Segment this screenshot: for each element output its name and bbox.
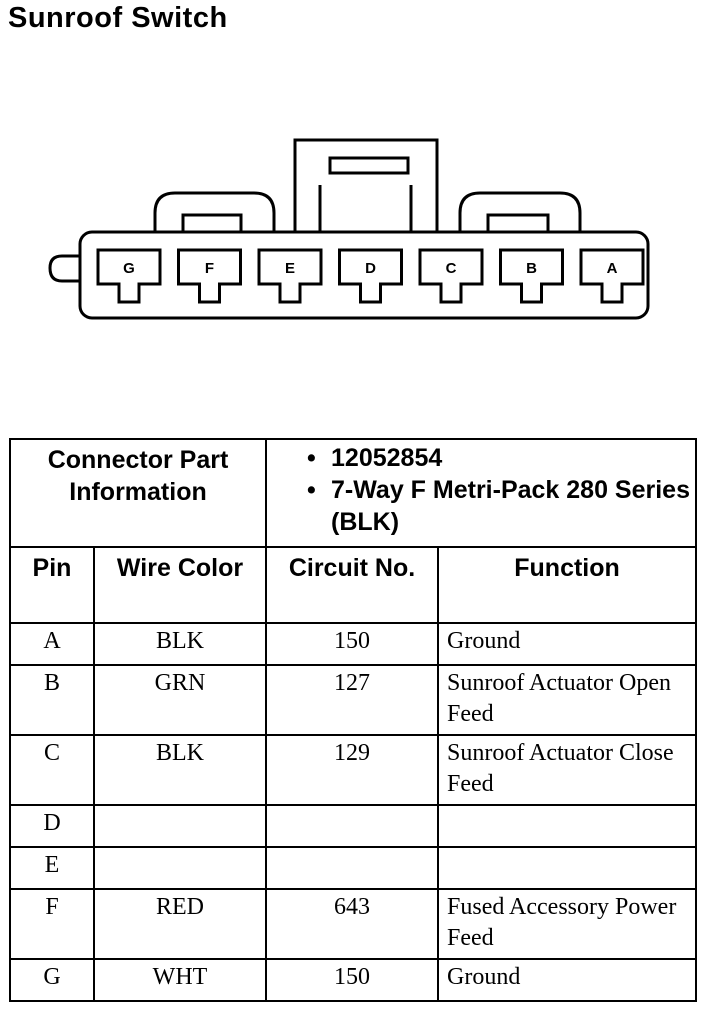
cavity-label: E [284,260,296,277]
pin-cell: G [10,959,94,1001]
column-header-circuit: Circuit No. [266,547,438,623]
wire-color-cell [94,847,266,889]
table-row [10,959,696,1001]
connector-info-label: Connector Part Information [10,439,266,547]
cavity-e [259,250,321,302]
wire-color-cell: BLK [94,623,266,665]
cavity-c [420,250,482,302]
table-row [10,847,696,889]
cavity-a [581,250,643,302]
table-row [10,623,696,665]
wire-color-cell: GRN [94,665,266,735]
function-cell [438,847,696,889]
cavity-label: B [526,260,537,277]
pin-cell: F [10,889,94,959]
circuit-cell: 150 [266,959,438,1001]
connector-right-rib [460,193,580,232]
circuit-cell [266,847,438,889]
table-row [10,665,696,735]
column-header-wire-color: Wire Color [94,547,266,623]
connector-left-rib [155,193,274,232]
function-cell: Sunroof Actuator Open Feed [438,665,696,735]
wire-color-cell: BLK [94,735,266,805]
function-cell: Ground [438,623,696,665]
column-header-function: Function [438,547,696,623]
page-title: Sunroof Switch [8,2,228,34]
part-number: • 12052854 [307,442,695,474]
function-cell: Sunroof Actuator Close Feed [438,735,696,805]
cavity-label: D [365,260,376,277]
pin-table [9,438,697,1002]
cavity-d [340,250,402,302]
pin-cell: C [10,735,94,805]
circuit-cell [266,805,438,847]
function-cell: Fused Accessory Power Feed [438,889,696,959]
cavity-label: C [445,260,457,277]
connector-type: • 7-Way F Metri-Pack 280 Series (BLK) [307,474,695,538]
wire-color-cell: RED [94,889,266,959]
function-cell [438,805,696,847]
connector-info-list [266,439,696,547]
cavity-label: A [606,260,618,277]
pin-cell: A [10,623,94,665]
circuit-cell: 643 [266,889,438,959]
pin-cell: D [10,805,94,847]
circuit-cell: 150 [266,623,438,665]
pin-cell: B [10,665,94,735]
column-header-pin: Pin [10,547,94,623]
circuit-cell: 129 [266,735,438,805]
wire-color-cell: WHT [94,959,266,1001]
wire-color-cell [94,805,266,847]
connector-latch-slot [330,158,408,173]
cavity-b [501,250,563,302]
cavity-label: F [204,260,215,277]
connector-side-tab [50,256,80,281]
table-row [10,805,696,847]
connector-top-latch [295,140,437,232]
cavity-label: G [123,260,135,277]
function-cell: Ground [438,959,696,1001]
cavity-g [98,250,160,302]
connector-face-diagram [0,120,704,335]
circuit-cell: 127 [266,665,438,735]
table-row [10,735,696,805]
pin-cell: E [10,847,94,889]
cavity-f [179,250,241,302]
table-row [10,889,696,959]
